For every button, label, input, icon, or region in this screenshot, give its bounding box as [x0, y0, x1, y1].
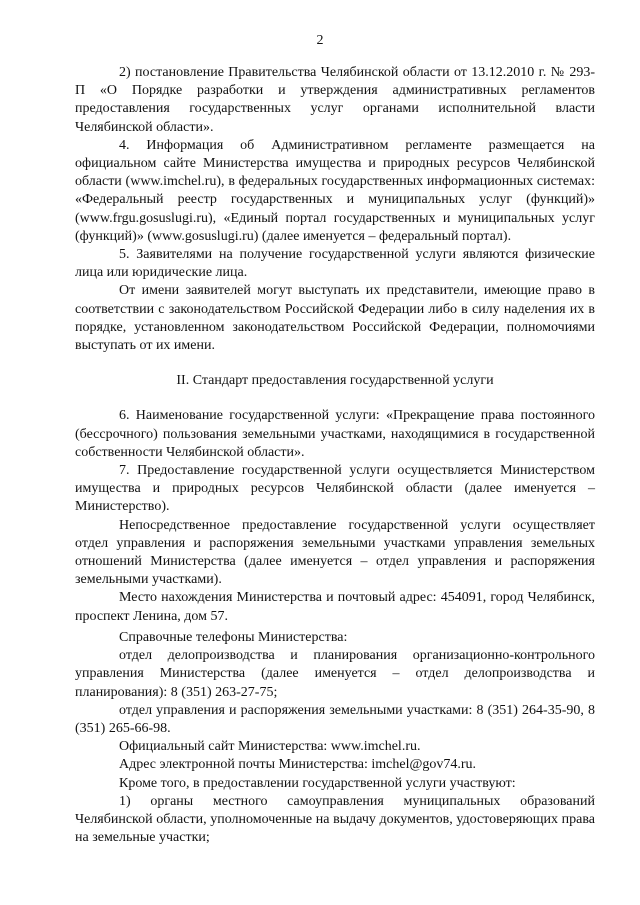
paragraph-6-service-name: 6. Наименование государственной услуги: «Прекращение права постоянного (бессрочного) пользования земельными участками, находящимися в государственной собственности Челябинской области». [75, 408, 595, 460]
paragraph-participant-1: 1) органы местного самоуправления муниципальных образований Челябинской области, уполномоченные на выдачу документов, удостоверяющих права на земельные участки; [75, 793, 595, 846]
paragraph-representatives: От имени заявителей могут выступать их представители, имеющие право в соответствии с законодательством Российской Федерации либо в силу наделения их в порядке, установленном законодательством Российской Федерации, полномочиями выступать от их имени. [75, 283, 595, 354]
section-heading-ii: II. Стандарт предоставления государственной услуги [176, 373, 494, 389]
paragraph-email: Адрес электронной почты Министерства: imchel@gov74.ru. [119, 757, 477, 773]
paragraph-7-provider: 7. Предоставление государственной услуги осуществляется Министерством имущества и природных ресурсов Челябинской области (далее именуется – Министерство). [75, 463, 595, 515]
paragraph-resolution-293p: 2) постановление Правительства Челябинской области от 13.12.2010 г. № 293-П «О Порядке разработки и утверждения административных регламентов предоставления государственных услуг органами исполнительной власти Челябинской области». [75, 65, 595, 135]
paragraph-address: Место нахождения Министерства и почтовый адрес: 454091, город Челябинск, проспект Ленина, дом 57. [75, 590, 595, 624]
paragraph-participants-intro: Кроме того, в предоставлении государственной услуги участвуют: [119, 775, 516, 791]
paragraph-5-applicants: 5. Заявителями на получение государственной услуги являются физические лица или юридические лица. [75, 247, 595, 281]
document-body [75, 64, 595, 847]
paragraph-phones-heading: Справочные телефоны Министерства: [119, 629, 348, 645]
paragraph-official-site: Официальный сайт Министерства: www.imchel.ru. [119, 739, 421, 755]
paragraph-direct-provision: Непосредственное предоставление государственной услуги осуществляет отдел управления и распоряжения земельными участками управления земельных отношений Министерства (далее именуется – отдел управления и распоряжения земельными участками). [75, 517, 595, 588]
page-number: 2 [316, 33, 324, 48]
paragraph-4-information: 4. Информация об Административном регламенте размещается на официальном сайте Министерства имущества и природных ресурсов Челябинской области (www.imchel.ru), в федеральных государственных информационных системах: «Федеральный реестр государственных и муниципальных услуг (функций)» (www.frgu.gosuslugi.ru), «Единый портал государственных и муниципальных услуг (функций)» (www.gosuslugi.ru) (далее именуется – федеральный портал). [75, 137, 595, 244]
paragraph-phone-land-department: отдел управления и распоряжения земельными участками: 8 (351) 264-35-90, 8 (351) 265-66-98. [75, 702, 595, 736]
paragraph-phone-office-records: отдел делопроизводства и планирования организационно-контрольного управления Министерства (далее именуется – отдел делопроизводства и планирования): 8 (351) 263-27-75; [75, 648, 595, 700]
